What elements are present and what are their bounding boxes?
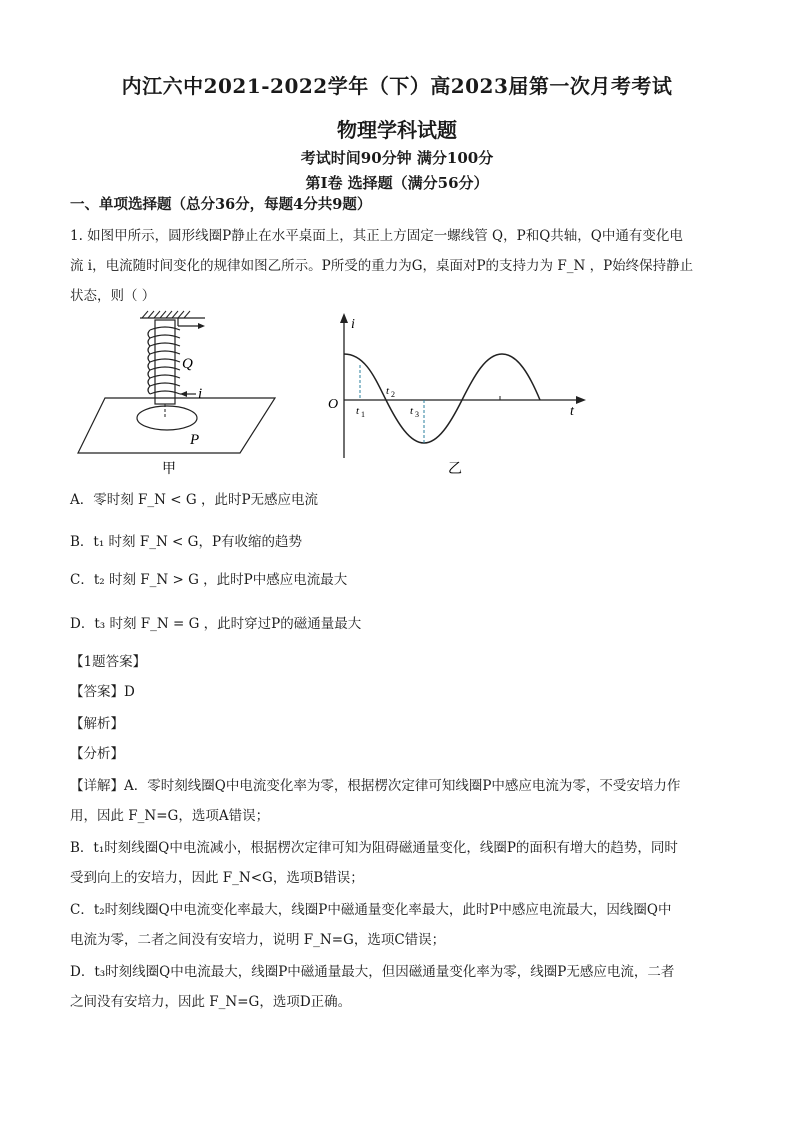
fig-a-caption: 甲 [162,462,176,477]
tick-t2-sub: 2 [391,390,395,399]
analysis-heading: 【解析】 [70,716,124,732]
detail-line-4: 受到向上的安培力，因此 F_N<G，选项B错误； [70,870,364,886]
option-a: A．零时刻 F_N < G ，此时P无感应电流 [70,492,319,508]
axis-i-label: i [351,317,355,332]
label-P: P [190,432,200,448]
answer-tag: 【1题答案】 [70,654,147,670]
exam-title: 内江六中2021-2022学年（下）高2023届第一次月考考试 [121,74,673,98]
option-c: C．t₂ 时刻 F_N > G ，此时P中感应电流最大 [70,572,348,588]
tick-t1: t [356,405,360,417]
tick-t3: t [410,405,414,417]
volume-heading: 第Ⅰ卷 选择题（满分56分） [305,174,489,192]
detail-line-5: C．t₂时刻线圈Q中电流变化率最大，线圈P中磁通量变化率最大，此时P中感应电流最大，因线圈Q中 [70,902,672,918]
exam-info: 考试时间90分钟 满分100分 [300,149,494,167]
label-i: i [198,386,203,402]
detail-line-7: D．t₃时刻线圈Q中电流最大，线圈P中磁通量最大，但因磁通量变化率为零，线圈P无感应电流，二者 [70,964,675,980]
fig-b-caption: 乙 [448,462,462,477]
answer-line: 【答案】D [70,684,135,700]
axis-t-label: t [570,404,574,419]
figure-current-graph [320,308,600,478]
option-b: B．t₁ 时刻 F_N < G，P有收缩的趋势 [70,534,303,550]
option-d: D．t₃ 时刻 F_N = G ，此时穿过P的磁通量最大 [70,616,362,632]
analyze-heading: 【分析】 [70,746,124,762]
tick-t2: t [386,385,390,397]
figure-solenoid [70,308,290,478]
tick-t3-sub: 3 [415,410,419,419]
detail-line-1: 【详解】A．零时刻线圈Q中电流变化率为零，根据楞次定律可知线圈P中感应电流为零，不受安培力作 [70,778,681,794]
question-stem-line-3: 状态，则（ ） [70,288,156,304]
detail-line-6: 电流为零，二者之间没有安培力，说明 F_N=G，选项C错误； [70,932,446,948]
origin-label: O [328,397,339,412]
label-Q: Q [182,356,193,372]
question-stem-line-2: 流 i，电流随时间变化的规律如图乙所示。P所受的重力为G，桌面对P的支持力为 F_N ，P始终保持静止 [70,258,694,274]
section-heading: 一、单项选择题（总分36分，每题4分共9题） [70,196,372,213]
detail-line-8: 之间没有安培力，因此 F_N=G，选项D正确。 [70,994,352,1010]
question-stem-line-1: 1. 如图甲所示，圆形线圈P静止在水平桌面上，其正上方固定一螺线管 Q，P和Q共轴，Q中通有变化电 [70,228,683,244]
detail-line-3: B．t₁时刻线圈Q中电流减小，根据楞次定律可知为阻碍磁通量变化，线圈P的面积有增大的趋势，同时 [70,840,678,856]
exam-subtitle: 物理学科试题 [337,118,457,142]
detail-line-2: 用，因此 F_N=G，选项A错误； [70,808,270,824]
tick-t1-sub: 1 [361,410,365,419]
